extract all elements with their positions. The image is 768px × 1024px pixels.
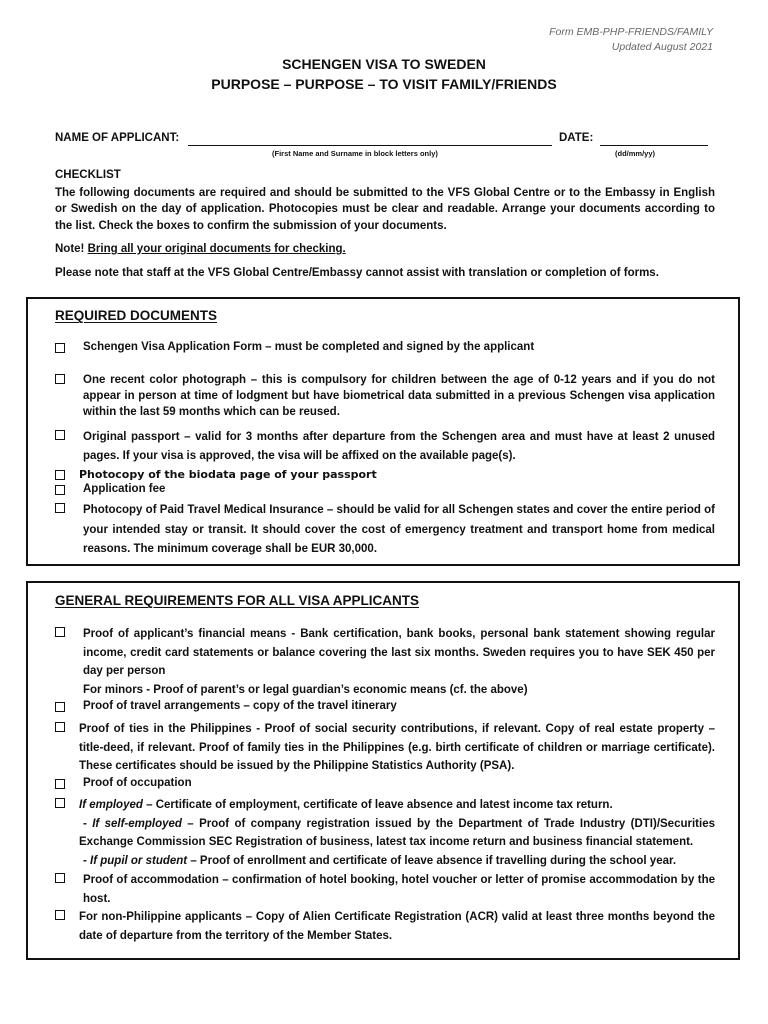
document-title bbox=[0, 54, 768, 94]
item-text: – copy of the travel itinerary bbox=[240, 700, 397, 712]
item-text: – valid for 3 months after departure from the Schengen area and must have at least 2 unused pages. If your visa is approved, the visa will be affixed on the available page(s). bbox=[83, 431, 715, 462]
checklist-item-application-form bbox=[55, 341, 715, 353]
checkbox[interactable] bbox=[55, 503, 65, 513]
item-text: – confirmation of hotel booking, hotel voucher or letter of promise accommodation by the host. bbox=[83, 874, 715, 905]
item-lead: For non-Philippine applicants bbox=[79, 911, 242, 923]
note-text: Bring all your original documents for checking. bbox=[87, 243, 346, 255]
checkbox[interactable] bbox=[55, 798, 65, 808]
item-text: – should be valid for all Schengen states and cover the entire period of your intended stay or transit. It should cover the cost of emergency treatment and transport home from medical reasons. The minimum coverage shall be EUR 30,000. bbox=[83, 504, 715, 555]
checklist-item-accommodation bbox=[55, 871, 715, 908]
item-lead: Photocopy of the biodata page of your passport bbox=[79, 468, 377, 481]
item-lead: Proof of applicant’s financial means bbox=[83, 628, 287, 640]
checkbox[interactable] bbox=[55, 430, 65, 440]
applicant-row bbox=[55, 130, 715, 160]
item-lead: Schengen Visa Application Form bbox=[83, 341, 262, 353]
checkbox[interactable] bbox=[55, 343, 65, 353]
checkbox[interactable] bbox=[55, 485, 65, 495]
form-code: Form EMB-PHP-FRIENDS/FAMILY bbox=[549, 26, 713, 38]
checkbox[interactable] bbox=[55, 627, 65, 637]
checklist-item-application-fee bbox=[55, 483, 715, 495]
employed-lead: If employed bbox=[79, 799, 143, 811]
self-employed-lead: If self-employed bbox=[92, 817, 182, 830]
item-lead: Proof of accommodation bbox=[83, 874, 219, 886]
notice-text-end: assist with translation or completion of forms. bbox=[403, 266, 659, 279]
pupil-line bbox=[79, 855, 676, 867]
checklist-item-photograph bbox=[55, 372, 715, 420]
item-text: – this is compulsory for children between the age of 0-12 years and if you do not appear in person at time of lodgment but have biometrical data submitted in a previous Schengen visa application within the last 59 months which can be reused. bbox=[83, 374, 715, 418]
checkbox[interactable] bbox=[55, 702, 65, 712]
title-line-1: SCHENGEN VISA TO SWEDEN bbox=[282, 56, 486, 72]
applicant-name-field[interactable] bbox=[188, 145, 552, 146]
title-line-2: PURPOSE – PURPOSE – TO VISIT FAMILY/FRIENDS bbox=[211, 76, 557, 92]
checklist-item-financial-means bbox=[55, 625, 715, 699]
item-lead: Proof of travel arrangements bbox=[83, 700, 241, 712]
checkbox[interactable] bbox=[55, 470, 65, 480]
general-requirements-section bbox=[26, 581, 740, 960]
self-employed-text: – Proof of company registration issued by the Department of Trade Industry (DTI)/Securities Exchange Commission SEC Registration of business, latest tax income return and business financial statement. bbox=[79, 817, 715, 848]
date-field[interactable] bbox=[600, 145, 708, 146]
checklist-item-passport bbox=[55, 428, 715, 466]
checkbox[interactable] bbox=[55, 873, 65, 883]
checkbox[interactable] bbox=[55, 374, 65, 384]
item-lead: Proof of occupation bbox=[83, 777, 192, 789]
required-documents-section bbox=[26, 297, 740, 566]
checklist-instructions: The following documents are required and should be submitted to the VFS Global Centre or to the Embassy in English or Swedish on the day of application. Photocopies must be clear and readable. Arrange your documents according to the list. Check the boxes to confirm the submission of your documents. bbox=[55, 186, 715, 232]
note-line bbox=[55, 241, 715, 258]
checklist-heading: CHECKLIST bbox=[55, 169, 121, 181]
pupil-prefix: - bbox=[83, 854, 91, 867]
item-text: - Bank certification, bank books, personal bank statement showing regular income, credit card statements or balance covering the last six months. Sweden requires you to have SEK 450 per day per person bbox=[83, 628, 715, 677]
checklist-item-biodata-copy bbox=[55, 468, 715, 481]
date-hint: (dd/mm/yy) bbox=[615, 149, 656, 158]
item-lead: Application fee bbox=[83, 483, 166, 495]
minors-lead: For minors bbox=[83, 683, 144, 696]
item-text: – Copy of Alien Certificate Registration (ACR) valid at least three months beyond the date of departure from the territory of the Member States. bbox=[79, 911, 715, 942]
item-lead: One recent color photograph bbox=[83, 374, 247, 386]
checklist-item-travel-insurance bbox=[55, 501, 715, 560]
required-documents-title: REQUIRED DOCUMENTS bbox=[55, 308, 218, 323]
pupil-text: – Proof of enrollment and certificate of leave absence if travelling during the school year. bbox=[187, 854, 677, 867]
notice-text-start: Please note that staff at the VFS Global Centre/Embassy bbox=[55, 266, 366, 279]
checklist-item-employment bbox=[55, 796, 715, 870]
item-lead: Original passport bbox=[83, 431, 180, 443]
checklist-item-occupation bbox=[55, 777, 715, 789]
translation-notice bbox=[55, 265, 715, 282]
checklist-item-ties-philippines bbox=[55, 720, 715, 776]
item-lead: Photocopy of Paid Travel Medical Insurance bbox=[83, 504, 324, 516]
item-text: - Proof of social security contributions, if relevant. Copy of real estate property – title-deed, if relevant. Proof of family ties in the Philippines (e.g. birth certificate of children or marriage certificate). These certificates should be issued by the Philippine Statistics Authority (PSA). bbox=[79, 723, 715, 772]
form-updated-date: Updated August 2021 bbox=[611, 41, 713, 53]
self-prefix: - bbox=[83, 817, 93, 830]
minors-text: - Proof of parent’s or legal guardian’s economic means (cf. the above) bbox=[143, 683, 528, 696]
date-label: DATE: bbox=[559, 132, 594, 144]
checklist-item-travel-arrangements bbox=[55, 700, 715, 712]
item-lead: Proof of ties in the Philippines bbox=[79, 723, 252, 735]
applicant-name-hint: (First Name and Surname in block letters only) bbox=[272, 149, 438, 158]
note-label: Note! bbox=[55, 243, 85, 255]
pupil-lead: If pupil or student bbox=[90, 854, 188, 867]
form-identifier bbox=[549, 25, 713, 55]
self-employed-line bbox=[79, 818, 715, 849]
applicant-name-label: NAME OF APPLICANT: bbox=[55, 132, 180, 144]
general-requirements-title: GENERAL REQUIREMENTS FOR ALL VISA APPLICANTS bbox=[55, 593, 420, 608]
item-text: – must be completed and signed by the applicant bbox=[261, 341, 535, 353]
checklist-intro bbox=[55, 167, 715, 281]
checkbox[interactable] bbox=[55, 910, 65, 920]
employed-text: – Certificate of employment, certificate of leave absence and latest income tax return. bbox=[142, 799, 613, 811]
checkbox[interactable] bbox=[55, 722, 65, 732]
checkbox[interactable] bbox=[55, 779, 65, 789]
notice-emphasis: cannot bbox=[365, 266, 404, 279]
checklist-item-non-philippine bbox=[55, 908, 715, 945]
